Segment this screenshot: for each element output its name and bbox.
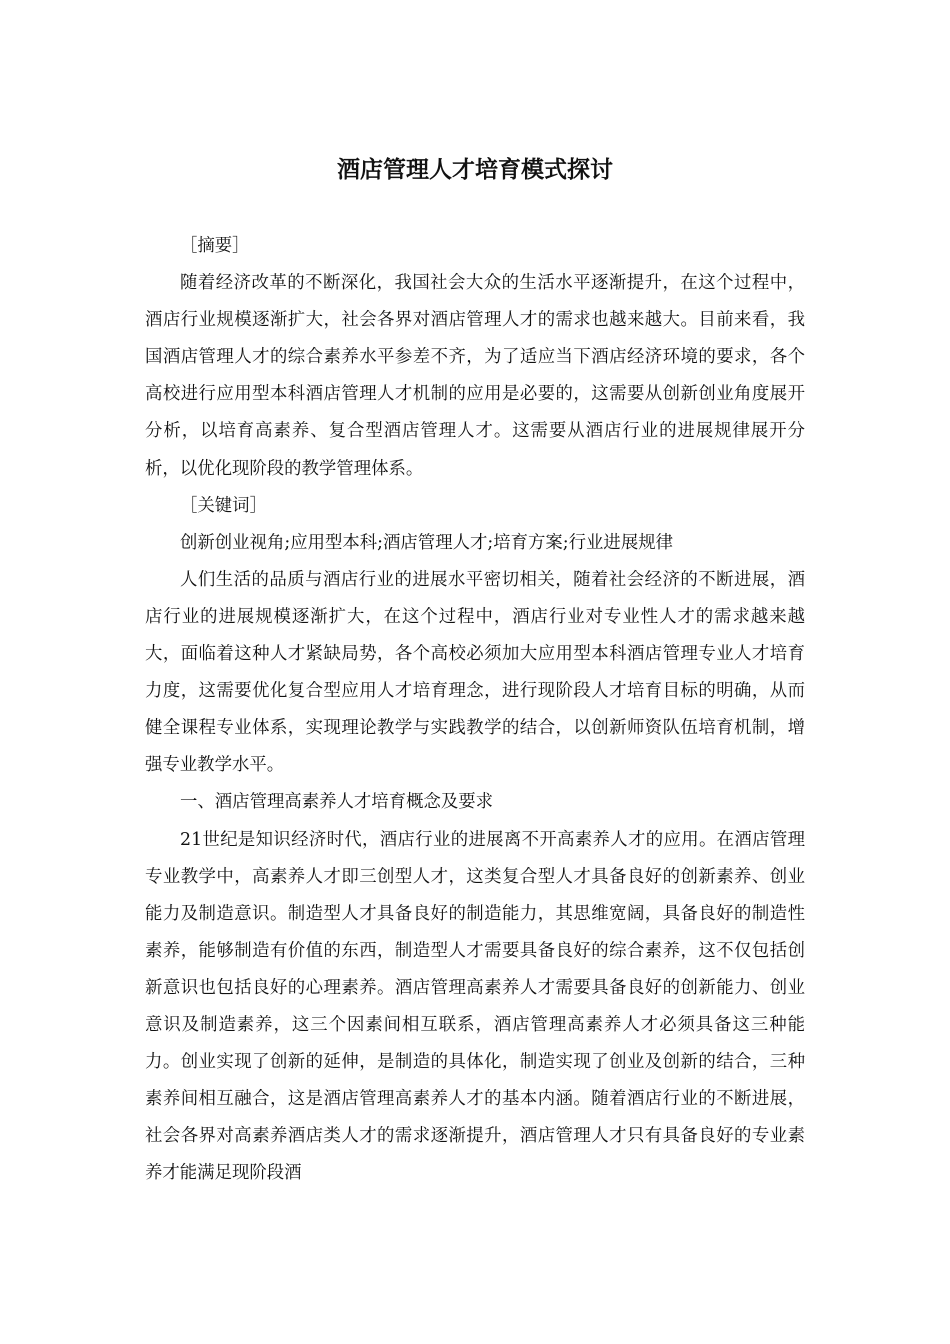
abstract-paragraph: 随着经济改革的不断深化，我国社会大众的生活水平逐渐提升，在这个过程中，酒店行业规模逐渐扩大，社会各界对酒店管理人才的需求也越来越大。目前来看，我国酒店管理人才的综合素养水平参差不齐，为了适应当下酒店经济环境的要求，各个高校进行应用型本科酒店管理人才机制的应用是必要的，这需要从创新创业角度展开分析，以培育高素养、复合型酒店管理人才。这需要从酒店行业的进展规律展开分析，以优化现阶段的教学管理体系。 [145,273,805,479]
document-body [145,228,805,1192]
section-paragraph: 21世纪是知识经济时代，酒店行业的进展离不开高素养人才的应用。在酒店管理专业教学中，高素养人才即三创型人才，这类复合型人才具备良好的创新素养、创业能力及制造意识。制造型人才具备良好的制造能力，其思维宽阔，具备良好的制造性素养，能够制造有价值的东西，制造型人才需要具备良好的综合素养，这不仅包括创新意识也包括良好的心理素养。酒店管理高素养人才需要具备良好的创新能力、创业意识及制造素养，这三个因素间相互联系，酒店管理高素养人才必须具备这三种能力。创业实现了创新的延伸，是制造的具体化，制造实现了创业及创新的结合，三种素养间相互融合，这是酒店管理高素养人才的基本内涵。随着酒店行业的不断进展，社会各界对高素养酒店类人才的需求逐渐提升，酒店管理人才只有具备良好的专业素养才能满足现阶段酒 [145,829,805,1184]
intro-paragraph: 人们生活的品质与酒店行业的进展水平密切相关，随着社会经济的不断进展，酒店行业的进展规模逐渐扩大，在这个过程中，酒店行业对专业性人才的需求越来越大，面临着这种人才紧缺局势，各个高校必须加大应用型本科酒店管理专业人才培育力度，这需要优化复合型应用人才培育理念，进行现阶段人才培育目标的明确，从而健全课程专业体系，实现理论教学与实践教学的结合，以创新师资队伍培育机制，增强专业教学水平。 [145,569,805,776]
keywords-heading: ［关键词］ [180,495,267,516]
document-title: 酒店管理人才培育模式探讨 [337,156,613,183]
abstract-heading: ［摘要］ [180,236,250,256]
section-heading: 一、酒店管理高素养人才培育概念及要求 [180,792,494,813]
keywords-text: 创新创业视角;应用型本科;酒店管理人才;培育方案;行业进展规律 [180,532,673,553]
